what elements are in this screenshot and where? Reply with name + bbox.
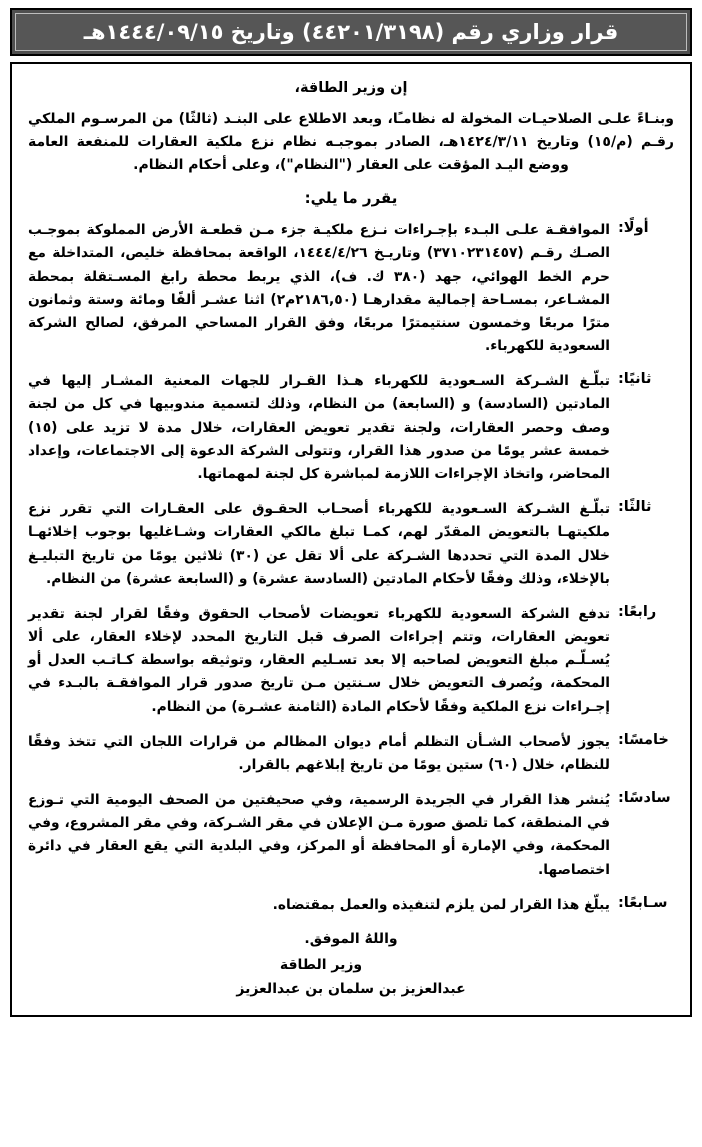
resolves-label: يقرر ما يلي:: [304, 189, 398, 208]
clause-text: تدفع الشركة السعودية للكهرباء تعويضات لأصحاب الحقوق وفقًا لقرار لجنة تقدير تعويض العقارات، وتتم إجراءات الصرف قبل التاريخ المحدد لإخلاء العقار، على ألا يُسـلّـم مبلغ التعويض لصاحبه إلا بعد تسـليم العقار، وتوثيقه بواسطة كـاتـب العدل أو المحكمة، ويُصرف التعويض خلال سـنتين مـن تاريخ صدور قرار الموافقـة بالبـدء في إجـراءات نزع الملكية وفقًا لأحكام المادة (الثامنة عشـرة) من النظام.: [28, 605, 610, 715]
clause-text: يجوز لأصحاب الشـأن التظلم أمام ديوان المظالم من قرارات اللجان التي تتخذ وفقًا للنظام، خلال (٦٠) ستين يومًا من تاريخ إبلاغهم بالقرار.: [28, 733, 610, 773]
clause-item: [28, 603, 674, 719]
closing-phrase: واللهُ الموفق.: [304, 930, 398, 947]
decision-title: قرار وزاري رقم (٤٤٢٠١/٣١٩٨) وتاريخ ١٤٤٤/٠٩/١٥هـ: [83, 19, 619, 44]
document-page: [0, 8, 702, 1147]
clause-label: ثانيًا:: [618, 371, 652, 388]
document-body: [10, 62, 692, 1017]
clause-item: [28, 219, 674, 358]
clause-label: ثالثًا:: [618, 499, 652, 516]
clause-text: الموافقـة علـى البـدء بإجـراءات نـزع ملكيـة جزء مـن قطعـة الأرض المملوكة بموجـب الصـك رقـم (٣٧١٠٢٣١٤٥٧) وتاريـخ ١٤٤٤/٤/٢٦، الواقعة بمحافظة خليص، المتداخلة مع حرم الخط الهوائي، جهد (٣٨٠ ك. ف)، الذي يربط محطة رابغ المسـتقلة بمحطة المشـاعر، بمسـاحة إجمالية مقدارهـا (٢١٨٦,٥٠م٢) اثنا عشـر ألفًا ومائة وستة وثمانون مترًا مربعًا وخمسون سنتيمترًا مربعًا، وفق القرار المساحي المرفق، لصالح الشركة السعودية للكهرباء.: [28, 222, 610, 355]
clause-item: [28, 894, 674, 917]
clause-item: [28, 498, 674, 591]
signature-role: وزير الطاقة: [279, 956, 363, 973]
clause-item: [28, 370, 674, 486]
clause-text: يُنشر هذا القرار في الجريدة الرسمية، وفي صحيفتين من الصحف اليومية التي تـوزع في المنطقة، كما تلصق صورة مـن الإعلان في مقر الشـركة، وفي مقر المشروع، وفي المحكمة، وفي الإمارة أو المحافظة أو المركز، وفي البلدية التي يقع العقار في دائرة اختصاصها.: [28, 792, 610, 878]
clause-label: سـابعًا:: [618, 894, 668, 911]
clause-item: [28, 731, 674, 777]
clause-text: تبلّـغ الشـركة السـعودية للكهرباء أصحـاب الحقـوق على العقـارات التي تقرر نزع ملكيتهـا بالتعويض المقدّر لهم، كمـا تبلغ مالكي العقارات وشـاغليها بوجوب إخلائهـا خلال المدة التي تحددها الشـركة على ألا تقل عن (٣٠) ثلاثين يومًا من تاريخ التبليـغ بالإخلاء، وذلك وفقًا لأحكام المادتين (السادسة عشرة) و (السابعة عشرة) من النظام.: [28, 501, 610, 587]
clause-label: رابعًا:: [618, 603, 657, 620]
clause-label: سادسًا:: [618, 790, 671, 807]
clause-text: تبلّـغ الشـركة السـعودية للكهرباء هـذا القـرار للجهات المعنية المشـار إليها في المادتين (السادسة) و (السابعة) من النظام، وذلك لتسمية مندوبيها في كل من لجنة وصف وحصر العقارات، ولجنة تقدير تعويض العقارات، خلال مدة لا تزيد على (١٥) خمسة عشر يومًا من صدور هذا القرار، وتتولى الشركة الدعوة إلى الاجتماعات، وإعداد المحاضر، واتخاذ الإجراءات اللازمة لمباشرة كل لجنة لمهماتها.: [28, 373, 610, 482]
clause-item: [28, 789, 674, 882]
clause-label: أولًا:: [618, 220, 649, 237]
decision-banner: [10, 8, 692, 56]
signature-name: عبدالعزيز بن سلمان بن عبدالعزيز: [236, 980, 466, 997]
preamble-paragraph: وبنـاءً علـى الصلاحيـات المخولة له نظامـًا، وبعد الاطلاع على البنـد (ثالثًا) من المرسـوم الملكي رقـم (م/١٥) وتاريخ ١٤٢٤/٣/١١هـ، الصادر بموجبـه نظام نزع ملكية العقارات للمنفعة العامة ووضع اليـد المؤقت على العقار ("النظام")، وعلى أحكام النظام.: [28, 111, 674, 174]
decision-banner-inner: [15, 13, 687, 51]
signature-block: [28, 957, 674, 997]
clause-text: يبلّغ هذا القرار لمن يلزم لتنفيذه والعمل بمقتضاه.: [272, 896, 610, 913]
minister-intro: إن وزير الطاقة،: [294, 80, 408, 96]
clause-label: خامسًا:: [618, 731, 669, 748]
